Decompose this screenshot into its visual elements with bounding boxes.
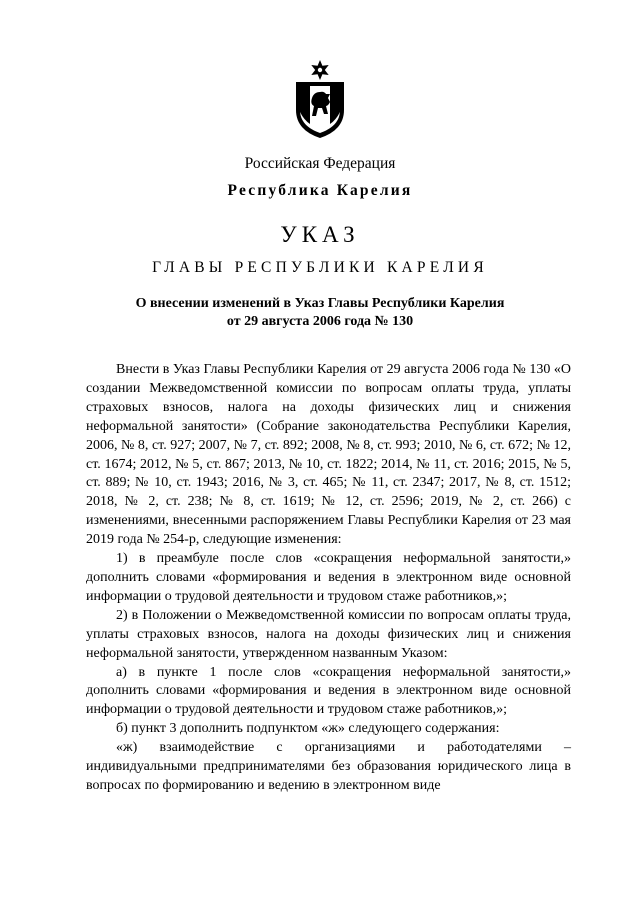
item-2b: б) пункт 3 дополнить подпунктом «ж» следующего содержания: — [116, 721, 500, 737]
document-body — [86, 361, 571, 796]
item-2b-text: «ж) взаимодействие с организациями и работодателями – индивидуальными предпринимателями без образования юридического лица в вопросах по формированию и ведению в электронном виде — [86, 740, 571, 793]
star-icon — [311, 60, 328, 80]
coat-of-arms-emblem — [292, 58, 348, 140]
country-name: Российская Федерация — [244, 155, 396, 172]
intro-paragraph: Внести в Указ Главы Республики Карелия от 29 августа 2006 года № 130 «О создании Межведомственной комиссии по вопросам оплаты труда, уплаты страховых взносов, налога на доходы физических лиц и снижения неформальной занятости» (Собрание законодательства Республики Карелия, 2006, № 8, ст. 927; 2007, № 7, ст. 892; 2008, № 8, ст. 993; 2010, № 6, ст. 672; № 12, ст. 1674; 2012, № 5, ст. 867; 2013, № 10, ст. 1822; 2014, № 11, ст. 2016; 2015, № 5, ст. 889; № 10, ст. 1943; 2016, № 3, ст. 465; № 11, ст. 2347; 2017, № 8, ст. 1512; 2018, № 2, ст. 238; № 8, ст. 1619; № 12, ст. 2596; 2019, № 2, ст. 266) с изменениями, внесенными распоряжением Главы Республики Карелия от 23 мая 2019 года № 254-р, следующие изменения: — [86, 362, 571, 548]
document-title — [0, 295, 640, 331]
title-line-2: от 29 августа 2006 года № 130 — [226, 314, 414, 329]
title-line-1: О внесении изменений в Указ Главы Республики Карелия — [135, 296, 505, 311]
item-2a: а) в пункте 1 после слов «сокращения неформальной занятости,» дополнить словами «формирования и ведения в электронном виде основной информации о трудовой деятельности и трудовом стаже работников,»; — [86, 664, 571, 718]
republic-name: Республика Карелия — [227, 182, 413, 199]
item-2: 2) в Положении о Межведомственной комиссии по вопросам оплаты труда, уплаты страховых взносов, налога на доходы физических лиц и снижения неформальной занятости, утвержденном названным Указом: — [86, 607, 571, 661]
item-1: 1) в преамбуле после слов «сокращения неформальной занятости,» дополнить словами «формирования и ведения в электронном виде основной информации о трудовой деятельности и трудовом стаже работников,»; — [86, 551, 571, 604]
issuer: ГЛАВЫ РЕСПУБЛИКИ КАРЕЛИЯ — [152, 259, 488, 276]
document-type: УКАЗ — [280, 222, 360, 247]
